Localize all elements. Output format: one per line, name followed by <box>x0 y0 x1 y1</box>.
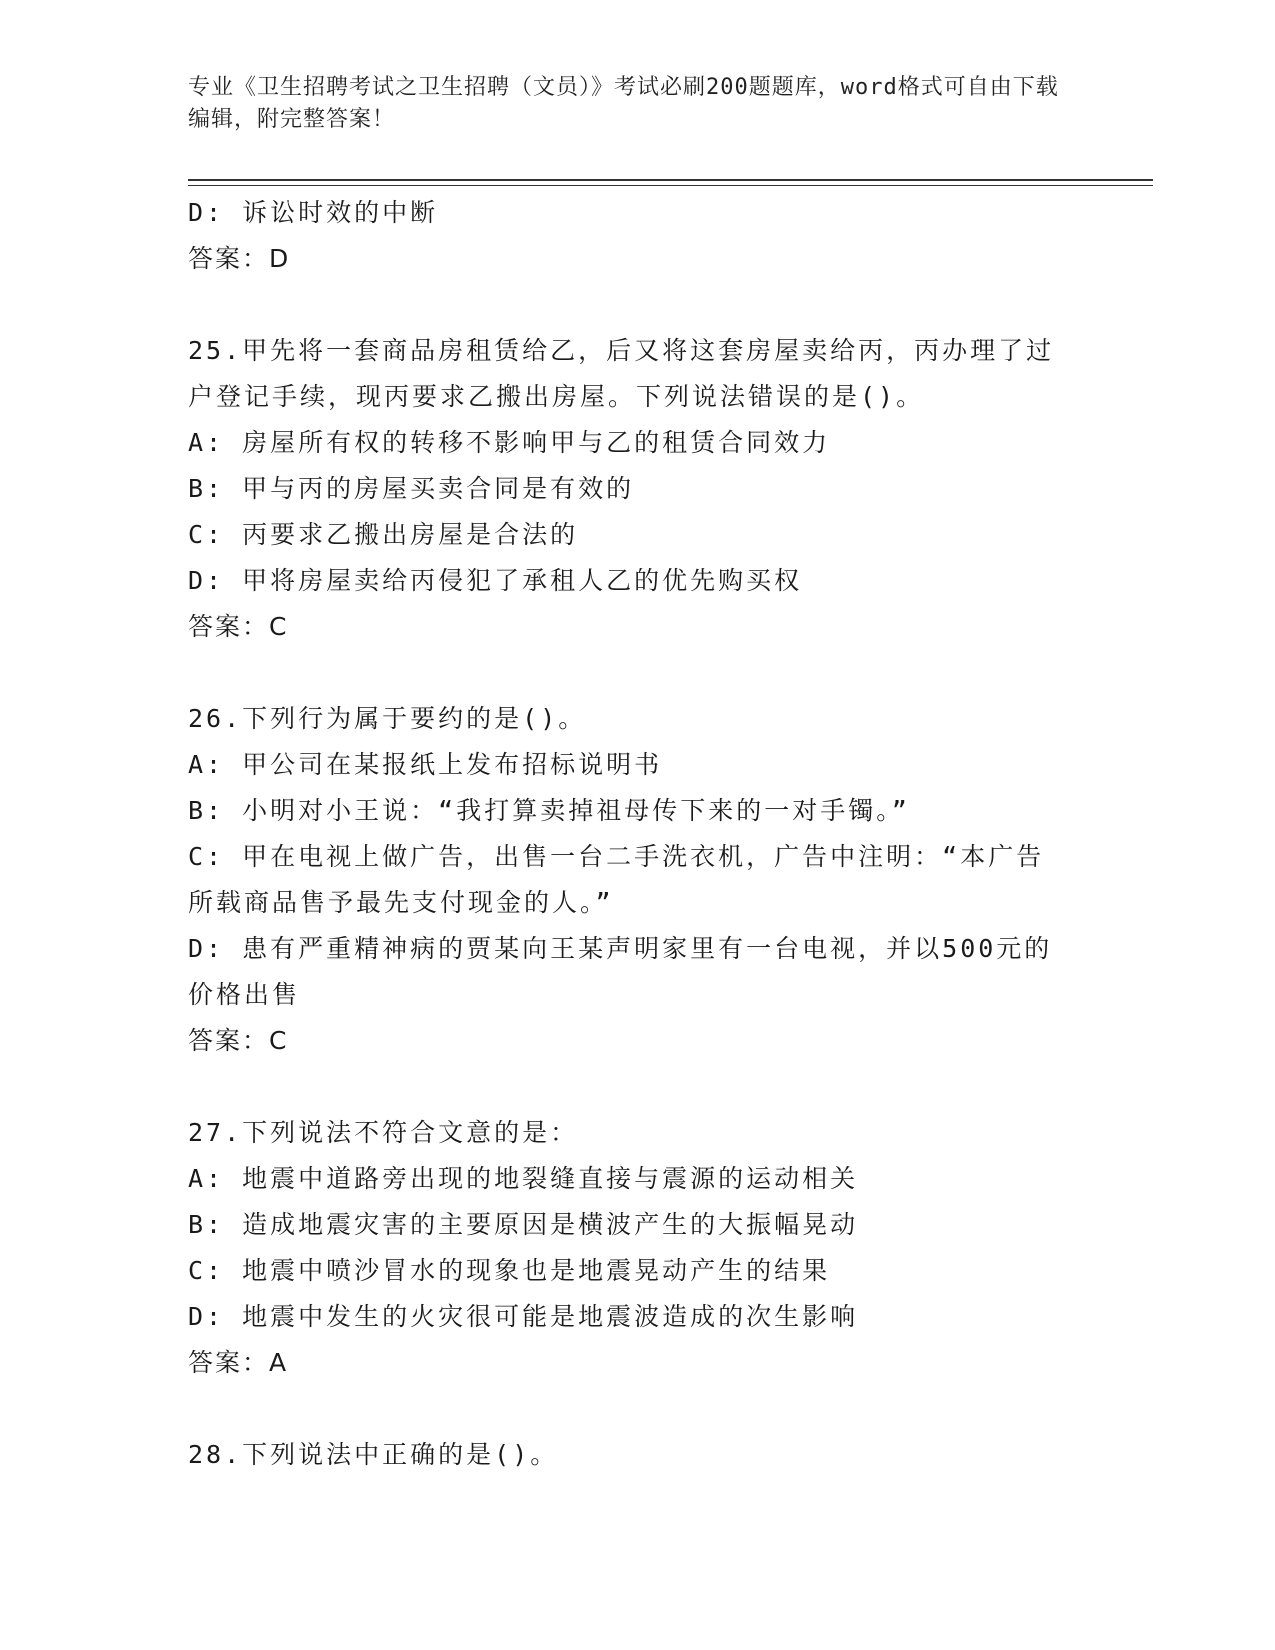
option-d-cont: 价格出售 <box>188 980 301 1009</box>
question-28 <box>188 1432 1088 1478</box>
option-a: A: 房屋所有权的转移不影响甲与乙的租赁合同效力 <box>188 428 831 457</box>
option-a: A: 甲公司在某报纸上发布招标说明书 <box>188 750 663 779</box>
option-c: C: 地震中喷沙冒水的现象也是地震晃动产生的结果 <box>188 1256 831 1285</box>
option-d: D: 甲将房屋卖给丙侵犯了承租人乙的优先购买权 <box>188 566 803 595</box>
option-b: B: 甲与丙的房屋买卖合同是有效的 <box>188 474 635 503</box>
document-header: 专业《卫生招聘考试之卫生招聘（文员）》考试必刷200题题库，word格式可自由下载编辑，附完整答案！ <box>188 75 1059 132</box>
option-c-cont: 所载商品售予最先支付现金的人。” <box>188 888 614 917</box>
option-b: B: 小明对小王说：“我打算卖掉祖母传下来的一对手镯。” <box>188 796 910 825</box>
option-b: B: 造成地震灾害的主要原因是横波产生的大振幅晃动 <box>188 1210 859 1239</box>
prev-answer: 答案：D <box>188 244 291 273</box>
option-c: C: 丙要求乙搬出房屋是合法的 <box>188 520 579 549</box>
document-body <box>188 190 1088 1478</box>
option-d: D: 患有严重精神病的贾某向王某声明家里有一台电视，并以500元的 <box>188 934 1053 963</box>
question-27 <box>188 1110 1088 1386</box>
header-divider-thick <box>188 179 1153 181</box>
answer: 答案：C <box>188 1026 289 1055</box>
option-a: A: 地震中道路旁出现的地裂缝直接与震源的运动相关 <box>188 1164 859 1193</box>
question-stem-cont: 户登记手续，现丙要求乙搬出房屋。下列说法错误的是()。 <box>188 382 925 411</box>
option-d: D: 地震中发生的火灾很可能是地震波造成的次生影响 <box>188 1302 859 1331</box>
question-stem: 28.下列说法中正确的是()。 <box>188 1440 559 1469</box>
prev-option-d: D: 诉讼时效的中断 <box>188 198 439 227</box>
answer: 答案：C <box>188 612 289 641</box>
question-stem: 27.下列说法不符合文意的是： <box>188 1118 579 1147</box>
question-25 <box>188 328 1088 650</box>
option-c: C: 甲在电视上做广告，出售一台二手洗衣机，广告中注明：“本广告 <box>188 842 1045 871</box>
question-stem: 25.甲先将一套商品房租赁给乙，后又将这套房屋卖给丙，丙办理了过 <box>188 336 1055 365</box>
question-26 <box>188 696 1088 1064</box>
answer: 答案：A <box>188 1348 289 1377</box>
question-stem: 26.下列行为属于要约的是()。 <box>188 704 587 733</box>
header-divider-thin <box>188 185 1153 186</box>
